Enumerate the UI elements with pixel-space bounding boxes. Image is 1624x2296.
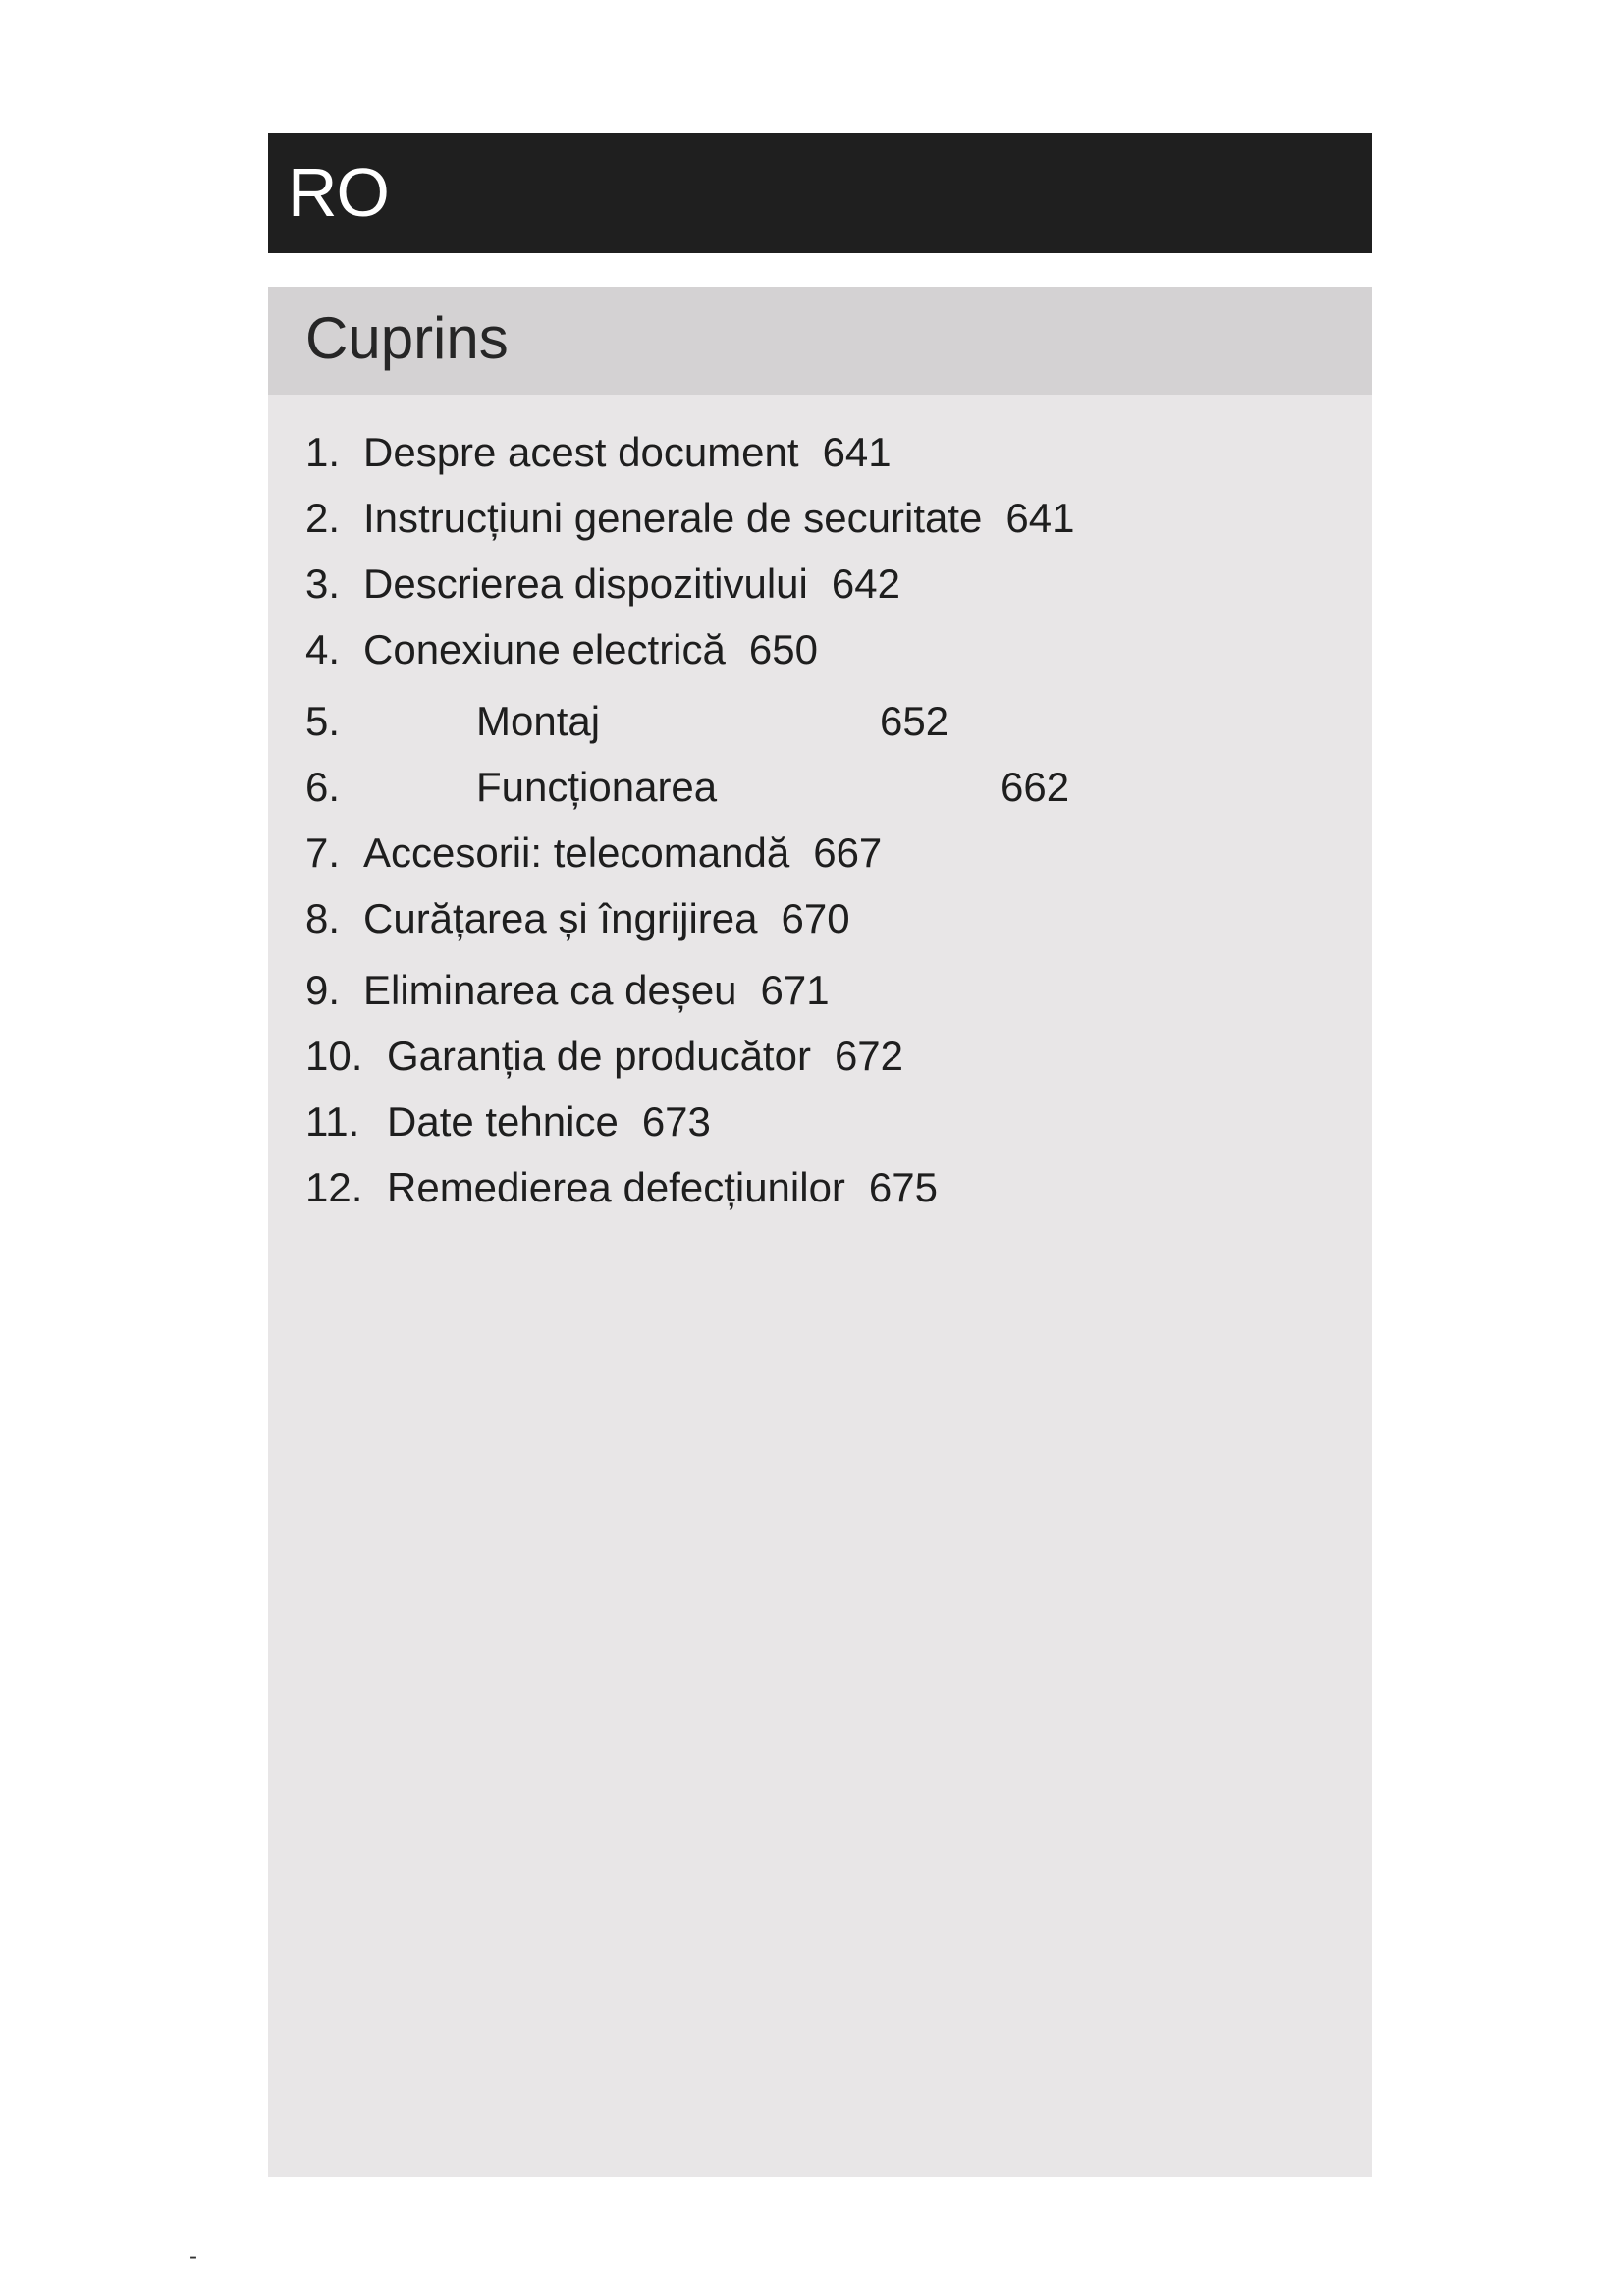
toc-item-entry [363, 963, 830, 1018]
toc-item-page: 662 [1001, 764, 1070, 810]
footer-mark: - [189, 2243, 197, 2269]
table-of-contents [268, 287, 1372, 2177]
toc-item-page: 667 [813, 829, 883, 876]
toc-header [268, 287, 1372, 395]
toc-item-page: 672 [834, 1033, 904, 1079]
toc-item-number: 5. [305, 698, 341, 744]
toc-item-page: 670 [781, 895, 850, 941]
toc-item-title: Eliminarea ca deșeu [363, 967, 737, 1013]
toc-item-page: 652 [880, 698, 949, 744]
toc-item-entry [363, 826, 882, 881]
toc-item-title: Instrucțiuni generale de securitate [363, 495, 983, 541]
toc-item-number: 2. [305, 495, 341, 541]
toc-item-page: 675 [868, 1164, 938, 1210]
toc-item-page: 642 [831, 561, 900, 607]
toc-item-entry [387, 1160, 938, 1215]
toc-item-title: Curățarea și îngrijirea [363, 895, 758, 941]
toc-item-page: 641 [822, 429, 892, 475]
toc-item-page: 671 [760, 967, 830, 1013]
toc-item-title: Date tehnice [387, 1098, 619, 1145]
toc-item-number: 11. [305, 1098, 360, 1145]
toc-item-entry [363, 491, 1074, 546]
toc-item-title: Conexiune electrică [363, 626, 726, 672]
toc-item-title: Funcționarea [476, 764, 718, 810]
toc-item-number: 7. [305, 829, 341, 876]
toc-item-number: 6. [305, 764, 341, 810]
toc-item-page: 641 [1005, 495, 1075, 541]
toc-item-number: 10. [305, 1033, 363, 1079]
toc-item-entry [363, 425, 892, 480]
toc-item-title: Descrierea dispozitivului [363, 561, 808, 607]
toc-item-title: Montaj [476, 698, 601, 744]
toc-item-number: 12. [305, 1164, 363, 1210]
toc-item-entry [387, 1095, 711, 1149]
toc-item-number: 9. [305, 967, 341, 1013]
language-banner [268, 133, 1372, 253]
toc-title: Cuprins [305, 305, 509, 371]
toc-item-title: Despre acest document [363, 429, 799, 475]
toc-item-entry [363, 622, 818, 677]
toc-item-number: 4. [305, 626, 341, 672]
toc-item-page: 673 [641, 1098, 711, 1145]
toc-item-title: Remedierea defecțiunilor [387, 1164, 845, 1210]
toc-item-number: 3. [305, 561, 341, 607]
toc-item-number: 1. [305, 429, 341, 475]
language-code: RO [288, 154, 389, 231]
toc-item-title: Garanția de producător [387, 1033, 811, 1079]
toc-item-page: 650 [748, 626, 818, 672]
toc-item-number: 8. [305, 895, 341, 941]
toc-item-entry [363, 557, 900, 612]
toc-item-title: Accesorii: telecomandă [363, 829, 790, 876]
toc-item-entry [363, 891, 850, 946]
toc-item-entry [387, 1029, 903, 1084]
